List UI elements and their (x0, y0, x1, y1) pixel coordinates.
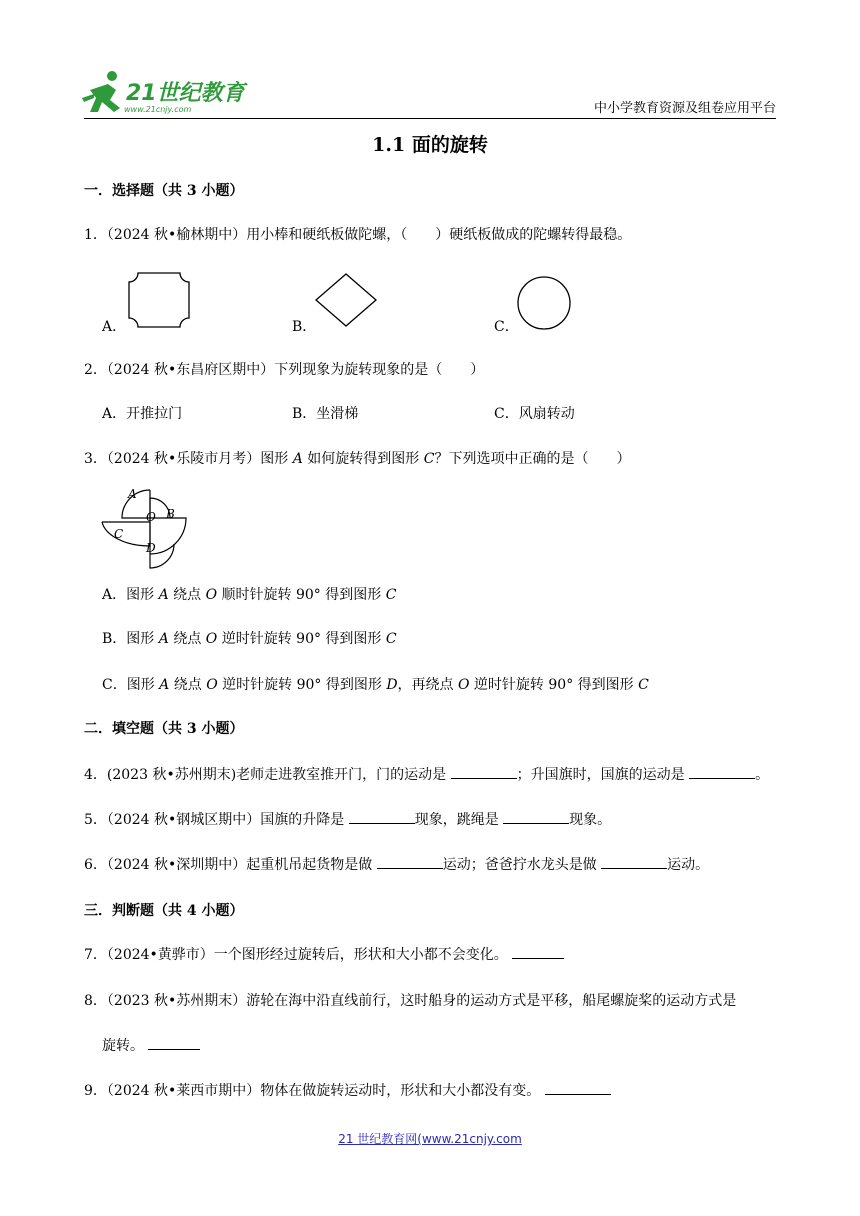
fig-label-o: O (146, 510, 156, 524)
fig-label-a: A (128, 487, 137, 501)
question-8-line-1: 8．（2023 秋•苏州期末）游轮在海中沿直线前行，这时船身的运动方式是平移，船尾螺旋桨的运动方式是 (84, 993, 737, 1009)
section-heading-fill: 二．填空题（共 3 小题） (84, 721, 244, 737)
answer-blank[interactable] (545, 1080, 611, 1095)
answer-blank[interactable] (451, 764, 517, 779)
q3-option-c: C．图形 A 绕点 O 逆时针旋转 90° 得到图形 D，再绕点 O 逆时针旋转 90° 得到图形 C (102, 677, 649, 693)
answer-blank[interactable] (512, 944, 564, 959)
question-3-stem: 3．（2024 秋•乐陵市月考）图形 A 如何旋转得到图形 C？下列选项中正确的是（ ） (84, 451, 631, 467)
question-7: 7．（2024•黄骅市）一个图形经过旋转后，形状和大小都不会变化。 (84, 944, 564, 964)
runner-icon (82, 71, 120, 112)
svg-text:21世纪教育: 21世纪教育 (126, 81, 245, 106)
fig-label-c: C (114, 527, 124, 541)
fig-label-b: B (166, 507, 175, 521)
q1-option-b-shape (314, 272, 378, 328)
question-5: 5．（2024 秋•钢城区期中）国旗的升降是 现象，跳绳是 现象。 (84, 809, 611, 829)
answer-blank[interactable] (148, 1035, 200, 1050)
q1-option-a-shape (128, 272, 190, 328)
q2-option-c: C．风扇转动 (494, 406, 575, 422)
site-logo (80, 68, 250, 118)
question-4: 4．(2023 秋•苏州期末)老师走进教室推开门，门的运动是 ；升国旗时，国旗的运动是 。 (84, 764, 769, 784)
q3-option-a: A．图形 A 绕点 O 顺时针旋转 90° 得到图形 C (102, 587, 397, 603)
footer-link[interactable]: 21 世纪教育网(www.21cnjy.com (338, 1132, 522, 1146)
q2-option-b: B．坐滑梯 (292, 406, 359, 422)
section-heading-judge: 三．判断题（共 4 小题） (84, 903, 244, 919)
question-9: 9．（2024 秋•莱西市期中）物体在做旋转运动时，形状和大小都没有变。 (84, 1080, 611, 1100)
answer-blank[interactable] (503, 809, 569, 824)
q1-option-b-label: B． (292, 319, 317, 335)
q2-option-a: A．开推拉门 (102, 406, 183, 422)
page-title: 1.1 面的旋转 (372, 134, 488, 156)
platform-name: 中小学教育资源及组卷应用平台 (593, 101, 776, 116)
q3-pinwheel-figure (100, 476, 190, 570)
question-8-line-2: 旋转。 (102, 1035, 200, 1055)
answer-blank[interactable] (377, 854, 443, 869)
question-6: 6．（2024 秋•深圳期中）起重机吊起货物是做 运动；爸爸拧水龙头是做 运动。 (84, 854, 709, 874)
q3-option-b: B．图形 A 绕点 O 逆时针旋转 90° 得到图形 C (102, 631, 397, 647)
question-2-stem: 2．（2024 秋•东昌府区期中）下列现象为旋转现象的是（ ） (84, 362, 485, 378)
fig-label-d: D (146, 541, 156, 555)
answer-blank[interactable] (689, 764, 755, 779)
q1-option-a-label: A． (102, 319, 127, 335)
q1-option-c-label: C． (494, 319, 519, 335)
svg-text:www.21cnjy.com: www.21cnjy.com (124, 105, 192, 114)
header-divider (84, 118, 776, 119)
answer-blank[interactable] (601, 854, 667, 869)
q1-option-c-shape (516, 275, 572, 331)
question-1-stem: 1．（2024 秋•榆林期中）用小棒和硬纸板做陀螺，（ ）硬纸板做成的陀螺转得最稳。 (84, 227, 632, 243)
answer-blank[interactable] (349, 809, 415, 824)
section-heading-choice: 一．选择题（共 3 小题） (84, 183, 244, 199)
